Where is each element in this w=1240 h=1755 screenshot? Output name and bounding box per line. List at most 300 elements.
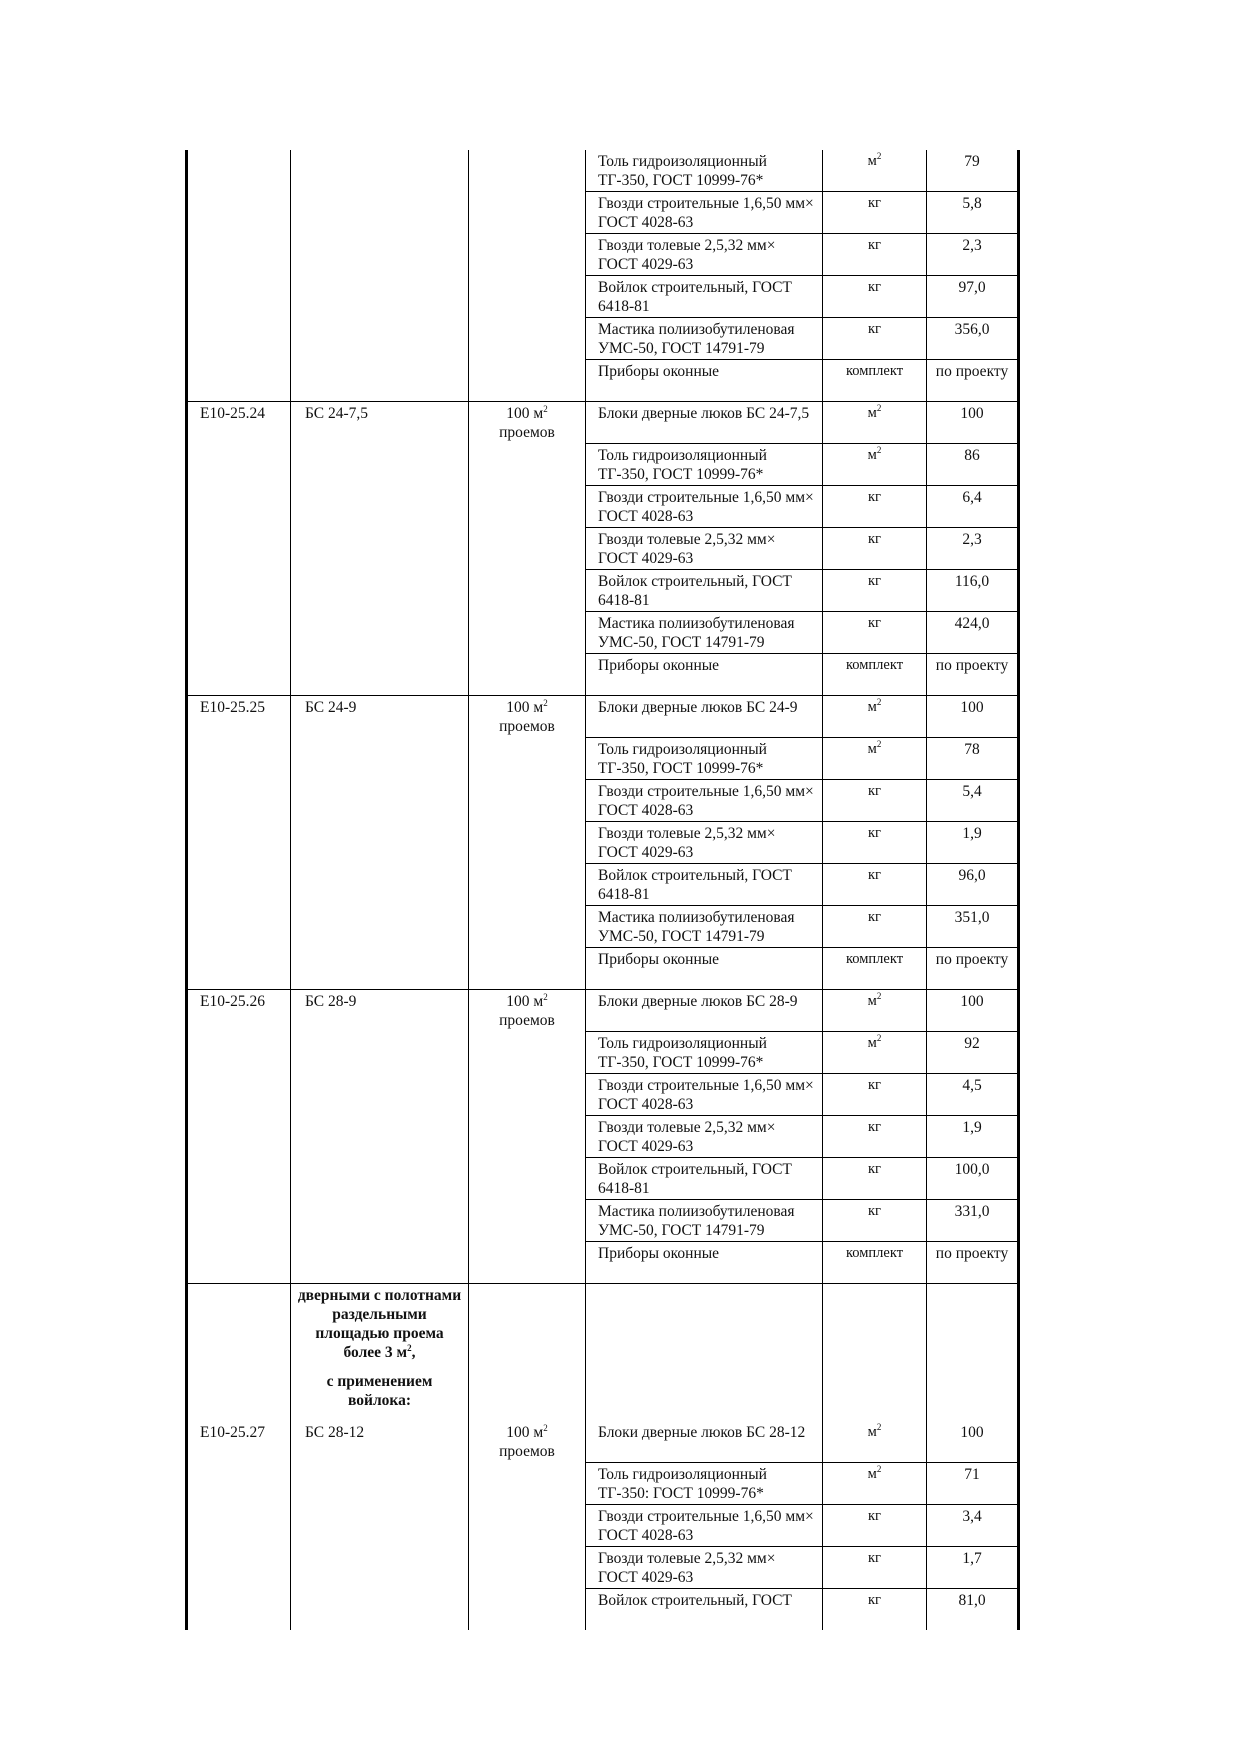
norm-unit-cell [469, 318, 586, 360]
norm-code-cell [187, 1242, 291, 1284]
norm-code-cell [187, 150, 291, 192]
resource-value: 4,5 [962, 1077, 982, 1094]
resource-value: 116,0 [954, 573, 990, 590]
unit-text: комплект [845, 363, 904, 379]
resource-value-cell [927, 990, 1019, 1032]
resource-value: 100 [960, 993, 984, 1010]
resource-value-cell [927, 402, 1019, 444]
resource-name-cell [586, 276, 823, 318]
resource-value-cell [927, 1074, 1019, 1116]
resource-value-cell [927, 1463, 1019, 1505]
resource-name: Гвозди строительные 1,6,50 мм× ГОСТ 4028-63 [598, 1077, 814, 1113]
table-row [187, 696, 1019, 738]
resource-name: Войлок строительный, ГОСТ 6418-81 [598, 1161, 792, 1197]
unit-text: м [867, 1424, 877, 1440]
resource-value: 5,8 [962, 195, 982, 212]
resource-unit-cell [823, 486, 927, 528]
norm-unit-a: 100 м [506, 1424, 544, 1441]
norm-code-cell [187, 822, 291, 864]
norm-unit-b: проемов [499, 424, 555, 441]
resource-unit-cell [823, 402, 927, 444]
resource-name: Толь гидроизоляционный ТГ-350, ГОСТ 10999-76* [598, 741, 767, 777]
norm-code-cell [187, 696, 291, 738]
resource-name-cell [586, 612, 823, 654]
resource-unit-cell [823, 192, 927, 234]
resource-name: Войлок строительный, ГОСТ 6418-81 [598, 867, 792, 903]
table-row [187, 1116, 1019, 1158]
resource-name: Войлок строительный, ГОСТ 6418-81 [598, 279, 792, 315]
norm-name-cell [291, 864, 469, 906]
resource-value-cell [927, 654, 1019, 696]
unit-text: м [867, 1035, 877, 1051]
norm-name: БС 24-9 [305, 699, 357, 716]
norm-unit-cell [469, 1589, 586, 1631]
resource-value-cell [927, 612, 1019, 654]
table-row [187, 318, 1019, 360]
norm-unit-cell [469, 1032, 586, 1074]
norm-name-cell [291, 612, 469, 654]
unit-text: кг [868, 615, 881, 631]
unit-exponent: 2 [876, 697, 882, 707]
resource-name-cell [586, 486, 823, 528]
norm-name-cell [291, 1200, 469, 1242]
norm-name-cell [291, 906, 469, 948]
resource-name-cell [586, 906, 823, 948]
resource-value: 100 [960, 1424, 984, 1441]
norm-unit-a: 100 м [506, 699, 544, 716]
section-title-cell [291, 1284, 469, 1422]
resource-value: 2,3 [962, 531, 982, 548]
norm-name-cell [291, 780, 469, 822]
table-row [187, 738, 1019, 780]
table-row [187, 948, 1019, 990]
resource-value-cell [927, 276, 1019, 318]
resource-unit-cell [823, 822, 927, 864]
resource-value: 424,0 [954, 615, 990, 632]
unit-text: кг [868, 1203, 881, 1219]
unit-text: кг [868, 867, 881, 883]
unit-text: кг [868, 1508, 881, 1524]
resource-value: 71 [964, 1466, 980, 1483]
resource-name: Толь гидроизоляционный ТГ-350: ГОСТ 10999-76* [598, 1466, 767, 1502]
norm-name-cell [291, 654, 469, 696]
unit-text: кг [868, 783, 881, 799]
norm-unit-cell [469, 276, 586, 318]
resource-name-cell [586, 1158, 823, 1200]
resource-name: Мастика полиизобутиленовая УМС-50, ГОСТ 14791-79 [598, 1203, 795, 1239]
resource-value: 356,0 [954, 321, 990, 338]
resource-unit-cell [823, 864, 927, 906]
table-row [187, 402, 1019, 444]
norm-code-cell [187, 864, 291, 906]
table-row [187, 150, 1019, 192]
resource-unit-cell [823, 1200, 927, 1242]
norm-name-cell [291, 192, 469, 234]
resource-value: 79 [964, 153, 980, 170]
resource-value: 1,9 [962, 1119, 982, 1136]
section-res-unit-cell [823, 1284, 927, 1422]
resource-name: Мастика полиизобутиленовая УМС-50, ГОСТ 14791-79 [598, 615, 795, 651]
resource-unit-cell [823, 1074, 927, 1116]
resource-name-cell [586, 360, 823, 402]
resource-value: 3,4 [962, 1508, 982, 1525]
resource-unit-cell [823, 990, 927, 1032]
norm-code-cell [187, 906, 291, 948]
resource-name-cell [586, 864, 823, 906]
norm-code-cell [187, 1074, 291, 1116]
resource-name-cell [586, 738, 823, 780]
resource-unit-cell [823, 276, 927, 318]
norm-code-cell [187, 528, 291, 570]
resource-name: Блоки дверные люков БС 24-9 [598, 699, 798, 716]
resource-name-cell [586, 1200, 823, 1242]
norm-unit-b: проемов [499, 1443, 555, 1460]
norm-code-cell [187, 1547, 291, 1589]
resource-name: Гвозди строительные 1,6,50 мм× ГОСТ 4028-63 [598, 195, 814, 231]
table-row [187, 528, 1019, 570]
norm-unit-cell [469, 906, 586, 948]
norm-unit-cell [469, 1200, 586, 1242]
unit-text: кг [868, 573, 881, 589]
unit-text: м [867, 1466, 877, 1482]
resource-name-cell [586, 1242, 823, 1284]
table-row [187, 1505, 1019, 1547]
table-row [187, 1032, 1019, 1074]
norm-unit-exponent: 2 [543, 404, 548, 414]
resource-value: по проекту [935, 1245, 1009, 1262]
section-title-line [295, 1286, 464, 1362]
resource-name-cell [586, 402, 823, 444]
table-row [187, 780, 1019, 822]
resource-name: Войлок строительный, ГОСТ 6418-81 [598, 573, 792, 609]
norm-name-cell [291, 150, 469, 192]
norm-unit-cell [469, 1158, 586, 1200]
resource-unit-cell [823, 360, 927, 402]
resource-unit-cell [823, 1421, 927, 1463]
resource-name: Приборы оконные [598, 951, 720, 968]
resource-name-cell [586, 780, 823, 822]
resource-unit-cell [823, 444, 927, 486]
resource-name: Толь гидроизоляционный ТГ-350, ГОСТ 10999-76* [598, 153, 767, 189]
norm-unit-b: проемов [499, 1012, 555, 1029]
resource-unit-cell [823, 612, 927, 654]
resource-name-cell [586, 948, 823, 990]
norm-unit-cell [469, 570, 586, 612]
table-row [187, 234, 1019, 276]
norm-unit-cell [469, 1463, 586, 1505]
table-row [187, 612, 1019, 654]
resource-value-cell [927, 906, 1019, 948]
unit-text: м [867, 405, 877, 421]
section-title-tail: , [411, 1344, 416, 1361]
resource-unit-cell [823, 1463, 927, 1505]
norm-name-cell [291, 1589, 469, 1631]
norm-unit-cell [469, 1547, 586, 1589]
norm-code-cell [187, 780, 291, 822]
norm-code-cell [187, 738, 291, 780]
resource-value-cell [927, 1116, 1019, 1158]
table-row [187, 276, 1019, 318]
norm-unit-cell [469, 696, 586, 738]
resource-name-cell [586, 192, 823, 234]
unit-exponent: 2 [876, 403, 882, 413]
section-unit-cell [469, 1284, 586, 1422]
resource-name: Гвозди толевые 2,5,32 мм× ГОСТ 4029-63 [598, 1119, 776, 1155]
resource-name-cell [586, 528, 823, 570]
norm-unit-a: 100 м [506, 405, 544, 422]
table-row [187, 1547, 1019, 1589]
unit-text: кг [868, 1077, 881, 1093]
resource-name: Гвозди толевые 2,5,32 мм× ГОСТ 4029-63 [598, 1550, 776, 1586]
resource-value-cell [927, 1505, 1019, 1547]
unit-text: комплект [845, 657, 904, 673]
table-row [187, 906, 1019, 948]
norm-code-cell [187, 654, 291, 696]
table-row [187, 1074, 1019, 1116]
table-row [187, 822, 1019, 864]
norms-table [185, 150, 1020, 1630]
norm-name-cell [291, 528, 469, 570]
norm-code-cell [187, 1116, 291, 1158]
norm-name-cell [291, 1547, 469, 1589]
norm-code: Е10-25.26 [200, 993, 266, 1010]
norm-code: Е10-25.27 [200, 1424, 266, 1441]
section-title-exponent: 2 [407, 1343, 412, 1353]
resource-name: Гвозди толевые 2,5,32 мм× ГОСТ 4029-63 [598, 531, 776, 567]
norm-code-cell [187, 444, 291, 486]
norm-unit-cell [469, 1242, 586, 1284]
unit-exponent: 2 [876, 1422, 882, 1432]
resource-name: Блоки дверные люков БС 24-7,5 [598, 405, 810, 422]
norm-code-cell [187, 1505, 291, 1547]
norm-name-cell [291, 1116, 469, 1158]
table-row [187, 192, 1019, 234]
resource-unit-cell [823, 906, 927, 948]
norm-name-cell [291, 738, 469, 780]
norm-unit-cell [469, 822, 586, 864]
resource-value-cell [927, 1589, 1019, 1631]
norm-code-cell [187, 486, 291, 528]
section-title-text: дверными с полотнами раздельными площадью проема более 3 м [297, 1287, 462, 1361]
resource-value: по проекту [935, 363, 1009, 380]
resource-value: 1,7 [962, 1550, 982, 1567]
norm-name: БС 24-7,5 [305, 405, 369, 422]
norm-unit-cell [469, 192, 586, 234]
norm-code-cell [187, 192, 291, 234]
unit-exponent: 2 [876, 445, 882, 455]
table-row [187, 486, 1019, 528]
norm-unit-cell [469, 612, 586, 654]
resource-unit-cell [823, 150, 927, 192]
norm-unit-exponent: 2 [543, 1423, 548, 1433]
norm-code-cell [187, 1158, 291, 1200]
norm-code-cell [187, 612, 291, 654]
norm-unit-cell [469, 780, 586, 822]
resource-name-cell [586, 444, 823, 486]
unit-text: м [867, 153, 877, 169]
norm-name-cell [291, 1421, 469, 1463]
table-row [187, 864, 1019, 906]
resource-unit-cell [823, 780, 927, 822]
resource-name-cell [586, 1589, 823, 1631]
unit-text: кг [868, 1550, 881, 1566]
unit-exponent: 2 [876, 739, 882, 749]
resource-name: Войлок строительный, ГОСТ [598, 1592, 792, 1609]
norm-code-cell [187, 276, 291, 318]
resource-unit-cell [823, 570, 927, 612]
norm-code: Е10-25.25 [200, 699, 266, 716]
resource-name-cell [586, 1505, 823, 1547]
resource-value: 96,0 [958, 867, 986, 884]
resource-value-cell [927, 570, 1019, 612]
resource-value: 100 [960, 405, 984, 422]
resource-name-cell [586, 1463, 823, 1505]
resource-name-cell [586, 570, 823, 612]
norms-table-body [187, 150, 1019, 1630]
resource-unit-cell [823, 318, 927, 360]
norm-unit-cell [469, 486, 586, 528]
resource-name: Приборы оконные [598, 363, 720, 380]
resource-value-cell [927, 1032, 1019, 1074]
unit-text: кг [868, 909, 881, 925]
resource-name-cell [586, 234, 823, 276]
resource-value: 100 [960, 699, 984, 716]
resource-value: 1,9 [962, 825, 982, 842]
norm-code-cell [187, 1200, 291, 1242]
norm-unit-b: проемов [499, 718, 555, 735]
norm-unit-cell [469, 360, 586, 402]
resource-name-cell [586, 822, 823, 864]
norm-name-cell [291, 318, 469, 360]
resource-value-cell [927, 318, 1019, 360]
unit-text: кг [868, 1592, 881, 1608]
unit-text: кг [868, 195, 881, 211]
resource-name: Толь гидроизоляционный ТГ-350, ГОСТ 10999-76* [598, 447, 767, 483]
section-value-cell [927, 1284, 1019, 1422]
resource-value: 331,0 [954, 1203, 990, 1220]
resource-value: 81,0 [958, 1592, 986, 1609]
resource-unit-cell [823, 1547, 927, 1589]
unit-text: м [867, 447, 877, 463]
norm-unit-cell [469, 1421, 586, 1463]
resource-value-cell [927, 192, 1019, 234]
table-row [187, 1242, 1019, 1284]
resource-value: 100,0 [954, 1161, 990, 1178]
section-heading-row [187, 1284, 1019, 1422]
norm-name-cell [291, 486, 469, 528]
resource-value-cell [927, 864, 1019, 906]
table-row [187, 1421, 1019, 1463]
norm-unit-cell [469, 402, 586, 444]
resource-unit-cell [823, 528, 927, 570]
unit-text: кг [868, 531, 881, 547]
table-row [187, 570, 1019, 612]
resource-name-cell [586, 1032, 823, 1074]
norm-unit-cell [469, 990, 586, 1032]
norm-code-cell [187, 1032, 291, 1074]
resource-name: Гвозди строительные 1,6,50 мм× ГОСТ 4028-63 [598, 1508, 814, 1544]
resource-value-cell [927, 150, 1019, 192]
norm-code-cell [187, 402, 291, 444]
norm-name: БС 28-9 [305, 993, 357, 1010]
table-row [187, 1200, 1019, 1242]
resource-name-cell [586, 318, 823, 360]
resource-value: 78 [964, 741, 980, 758]
norm-code-cell [187, 570, 291, 612]
norm-unit-cell [469, 1116, 586, 1158]
norm-name-cell [291, 1505, 469, 1547]
resource-value-cell [927, 234, 1019, 276]
resource-value: 92 [964, 1035, 980, 1052]
norm-unit-cell [469, 864, 586, 906]
resource-name: Мастика полиизобутиленовая УМС-50, ГОСТ 14791-79 [598, 909, 795, 945]
table-row [187, 990, 1019, 1032]
norm-unit-exponent: 2 [543, 698, 548, 708]
resource-value: по проекту [935, 951, 1009, 968]
norm-code-cell [187, 948, 291, 990]
section-resource-cell [586, 1284, 823, 1422]
norm-code-cell [187, 1463, 291, 1505]
resource-value-cell [927, 696, 1019, 738]
norm-name-cell [291, 696, 469, 738]
norm-name-cell [291, 990, 469, 1032]
resource-name-cell [586, 1074, 823, 1116]
table-row [187, 654, 1019, 696]
resource-name: Гвозди толевые 2,5,32 мм× ГОСТ 4029-63 [598, 237, 776, 273]
resource-value: 2,3 [962, 237, 982, 254]
table-row [187, 444, 1019, 486]
unit-text: кг [868, 321, 881, 337]
resource-unit-cell [823, 738, 927, 780]
norm-code-cell [187, 1421, 291, 1463]
table-row [187, 360, 1019, 402]
resource-value-cell [927, 1242, 1019, 1284]
norm-code-cell [187, 360, 291, 402]
norm-name-cell [291, 822, 469, 864]
unit-text: м [867, 699, 877, 715]
norm-code-cell [187, 234, 291, 276]
norm-name-cell [291, 1158, 469, 1200]
resource-name: Блоки дверные люков БС 28-9 [598, 993, 798, 1010]
resource-value-cell [927, 1547, 1019, 1589]
resource-name: Приборы оконные [598, 1245, 720, 1262]
unit-exponent: 2 [876, 151, 882, 161]
norm-name-cell [291, 1074, 469, 1116]
norm-unit-a: 100 м [506, 993, 544, 1010]
unit-text: м [867, 741, 877, 757]
resource-value-cell [927, 1200, 1019, 1242]
unit-text: кг [868, 489, 881, 505]
table-row [187, 1589, 1019, 1631]
resource-name-cell [586, 1421, 823, 1463]
resource-value-cell [927, 1421, 1019, 1463]
resource-unit-cell [823, 1158, 927, 1200]
unit-text: комплект [845, 1245, 904, 1261]
resource-unit-cell [823, 948, 927, 990]
resource-name: Гвозди строительные 1,6,50 мм× ГОСТ 4028-63 [598, 783, 814, 819]
resource-name: Блоки дверные люков БС 28-12 [598, 1424, 806, 1441]
norm-name-cell [291, 1242, 469, 1284]
norm-name-cell [291, 402, 469, 444]
resource-unit-cell [823, 696, 927, 738]
norm-name-cell [291, 570, 469, 612]
unit-text: кг [868, 237, 881, 253]
resource-value-cell [927, 948, 1019, 990]
resource-name: Приборы оконные [598, 657, 720, 674]
resource-value: 5,4 [962, 783, 982, 800]
unit-text: кг [868, 1161, 881, 1177]
resource-value: 6,4 [962, 489, 982, 506]
